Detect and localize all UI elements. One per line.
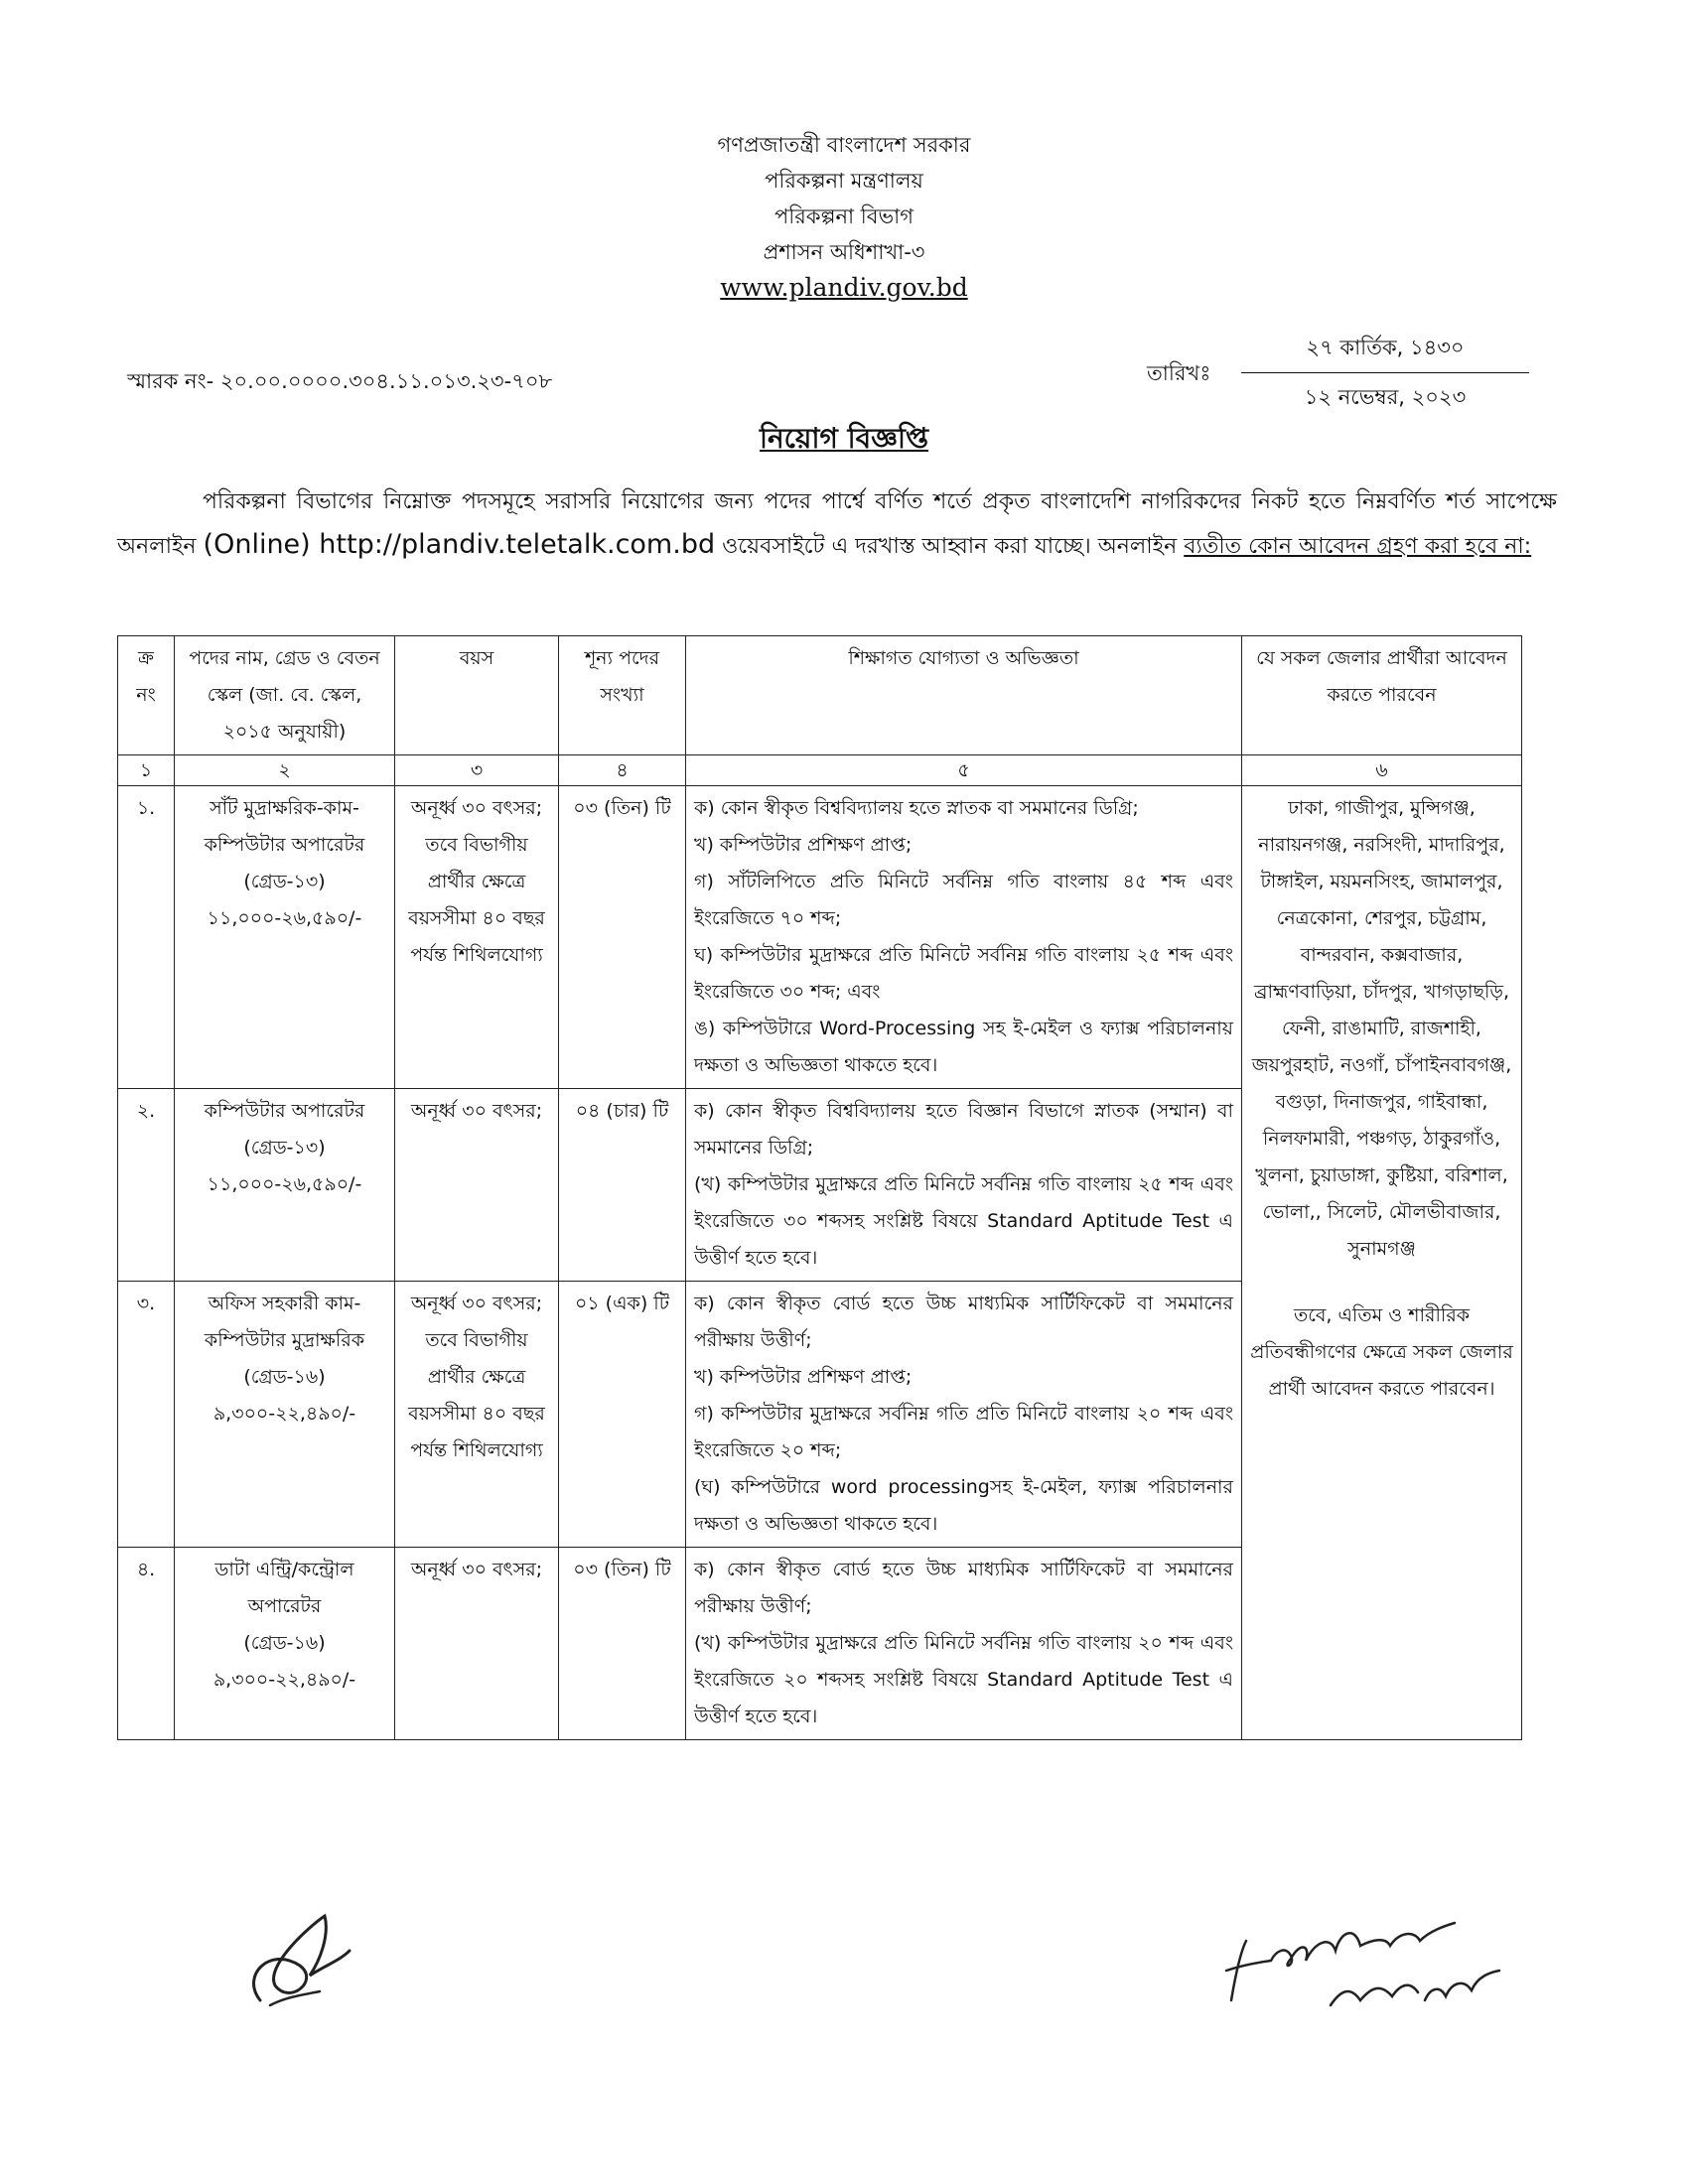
letterhead xyxy=(0,127,1688,306)
memo-number: স্মারক নং- ২০.০০.০০০০.৩০৪.১১.০১৩.২৩-৭০৮ xyxy=(127,369,553,393)
signature-left-icon xyxy=(230,1906,359,2015)
districts-list: ঢাকা, গাজীপুর, মুন্সিগঞ্জ, নারায়নগঞ্জ, নরসিংদী, মাদারিপুর, টাঙ্গাইল, ময়মনসিংহ, জামালপুর, নেত্রকোনা, শেরপুর, চট্টগ্রাম, বান্দরবান, কক্সবাজার, ব্রাহ্মণবাড়িয়া, চাঁদপুর, খাগড়াছড়ি, ফেনী, রাঙামাটি, রাজশাহী, জয়পুরহাট, নওগাঁ, চাঁপাইনবাবগঞ্জ, বগুড়া, দিনাজপুর, গাইবান্ধা, নিলফামারী, পঞ্চগড়, ঠাকুরগাঁও, খুলনা, চুয়াডাঙ্গা, কুষ্টিয়া, বরিশাল, ভোলা,, সিলেট, মৌলভীবাজার, সুনামগঞ্জ xyxy=(1251,797,1512,1260)
online-application-link[interactable]: (Online) http://plandiv.teletalk.com.bd xyxy=(203,529,716,560)
row-vacancy: ০৩ (তিন) টি xyxy=(559,786,686,1089)
table-row xyxy=(118,786,1522,1089)
date-bangla: ২৭ কার্তিক, ১৪৩০ xyxy=(1241,332,1529,373)
post-grade: (গ্রেড-১৩) xyxy=(243,871,326,892)
row-qualification xyxy=(686,1548,1242,1740)
row-post xyxy=(175,786,395,1089)
post-name: অফিস সহকারী কাম-কম্পিউটার মুদ্রাক্ষরিক xyxy=(204,1293,365,1351)
row-vacancy: ০৪ (চার) টি xyxy=(559,1089,686,1282)
qualification-item: ক) কোন স্বীকৃত বিশ্ববিদ্যালয় হতে বিজ্ঞান বিভাগে স্নাতক (সম্মান) বা সমমানের ডিগ্রি; xyxy=(694,1100,1233,1159)
column-number: ২ xyxy=(175,755,395,786)
row-post xyxy=(175,1089,395,1282)
post-name: কম্পিউটার অপারেটর xyxy=(204,1100,365,1122)
column-number: ৪ xyxy=(559,755,686,786)
ministry-name: পরিকল্পনা মন্ত্রণালয় xyxy=(765,169,923,193)
row-qualification xyxy=(686,786,1242,1089)
vacancy-table xyxy=(117,635,1522,1740)
column-number: ৬ xyxy=(1242,755,1522,786)
division-name: পরিকল্পনা বিভাগ xyxy=(774,205,914,228)
table-header-row xyxy=(118,636,1522,755)
row-vacancy: ০১ (এক) টি xyxy=(559,1282,686,1548)
intro-part3: ব্যতীত কোন আবেদন গ্রহণ করা হবে না: xyxy=(1184,534,1532,559)
row-serial: ৩. xyxy=(118,1282,175,1548)
post-name: সাঁট মুদ্রাক্ষরিক-কাম-কম্পিউটার অপারেটর xyxy=(204,797,365,856)
signature-right-icon xyxy=(1221,1901,1519,2020)
qualification-item: ঘ) কম্পিউটার মুদ্রাক্ষরে প্রতি মিনিটে সর্বনিম্ন গতি বাংলায় ২৫ শব্দ এবং ইংরেজিতে ৩০ শব্দ; এবং xyxy=(694,944,1233,1003)
post-grade: (গ্রেড-১৬) xyxy=(243,1366,326,1388)
row-age: অনূর্ধ্ব ৩০ বৎসর; xyxy=(395,1089,559,1282)
post-pay-scale: ৯,৩০০-২২,৪৯০/- xyxy=(212,1403,356,1425)
header-age: বয়স xyxy=(395,636,559,755)
row-age: অনূর্ধ্ব ৩০ বৎসর; তবে বিভাগীয় প্রার্থীর ক্ষেত্রে বয়সসীমা ৪০ বছর পর্যন্ত শিথিলযোগ্য xyxy=(395,1282,559,1548)
column-number-row xyxy=(118,755,1522,786)
header-districts: যে সকল জেলার প্রার্থীরা আবেদন করতে পারবেন xyxy=(1242,636,1522,755)
row-post xyxy=(175,1548,395,1740)
row-serial: ৪. xyxy=(118,1548,175,1740)
row-vacancy: ০৩ (তিন) টি xyxy=(559,1548,686,1740)
row-serial: ২. xyxy=(118,1089,175,1282)
districts-note: তবে, এতিম ও শারীরিক প্রতিবন্ধীগণের ক্ষেত্রে সকল জেলার প্রার্থী আবেদন করতে পারবেন। xyxy=(1250,1304,1513,1400)
branch-name: প্রশাসন অধিশাখা-৩ xyxy=(763,240,925,264)
row-qualification xyxy=(686,1089,1242,1282)
row-age: অনূর্ধ্ব ৩০ বৎসর; তবে বিভাগীয় প্রার্থীর ক্ষেত্রে বয়সসীমা ৪০ বছর পর্যন্ত শিথিলযোগ্য xyxy=(395,786,559,1089)
eligible-districts xyxy=(1242,786,1522,1740)
column-number: ১ xyxy=(118,755,175,786)
page-title xyxy=(0,417,1688,464)
column-number: ৩ xyxy=(395,755,559,786)
qualification-item: গ) সাঁটলিপিতে প্রতি মিনিটে সর্বনিম্ন গতি বাংলায় ৪৫ শব্দ এবং ইংরেজিতে ৭০ শব্দ; xyxy=(694,871,1233,929)
header-serial: ক্র নং xyxy=(118,636,175,755)
qualification-item: ক) কোন স্বীকৃত বিশ্ববিদ্যালয় হতে স্নাতক বা সমমানের ডিগ্রি; xyxy=(694,797,1139,819)
row-serial: ১. xyxy=(118,786,175,1089)
intro-part1: পরিকল্পনা বিভাগের নিম্নোক্ত পদসমূহে সরাসরি নিয়োগের জন্য পদের পার্শ্বে বর্ণিত শর্তে প্রকৃত বাংলাদেশি নাগরিকদের নিকট হতে নিম্নবর্ণিত শর্ত সাপেক্ষে অনলাইন xyxy=(117,489,1557,559)
row-qualification xyxy=(686,1282,1242,1548)
qualification-item: খ) কম্পিউটার প্রশিক্ষণ প্রাপ্ত; xyxy=(694,834,913,856)
govt-name: গণপ্রজাতন্ত্রী বাংলাদেশ সরকার xyxy=(717,133,971,157)
post-pay-scale: ১১,০০০-২৬,৫৯০/- xyxy=(207,907,362,929)
row-post xyxy=(175,1282,395,1548)
intro-part2: ওয়েবসাইটে এ দরখাস্ত আহ্বান করা যাচ্ছে। অনলাইন xyxy=(722,534,1178,559)
post-grade: (গ্রেড-১৬) xyxy=(243,1632,326,1654)
qualification-item: খ) কম্পিউটার প্রশিক্ষণ প্রাপ্ত; xyxy=(694,1366,913,1388)
row-age: অনূর্ধ্ব ৩০ বৎসর; xyxy=(395,1548,559,1740)
qualification-item: ঙ) কম্পিউটারে Word-Processing সহ ই-মেইল ও ফ্যাক্স পরিচালনায় দক্ষতা ও অভিজ্ঞতা থাকতে হবে। xyxy=(694,1018,1233,1076)
header-vacancy: শূন্য পদের সংখ্যা xyxy=(559,636,686,755)
qualification-item: ক) কোন স্বীকৃত বোর্ড হতে উচ্চ মাধ্যমিক সার্টিফিকেট বা সমমানের পরীক্ষায় উত্তীর্ণ; xyxy=(694,1559,1233,1617)
header-post: পদের নাম, গ্রেড ও বেতন স্কেল (জা. বে. স্কেল, ২০১৫ অনুযায়ী) xyxy=(175,636,395,755)
date-block xyxy=(1241,332,1529,416)
post-name: ডাটা এন্ট্রি/কন্ট্রোল অপারেটর xyxy=(214,1559,354,1617)
date-english: ১২ নভেম্বর, ২০২৩ xyxy=(1304,385,1467,409)
qualification-item: গ) কম্পিউটার মুদ্রাক্ষরে সর্বনিম্ন গতি প্রতি মিনিটে বাংলায় ২০ শব্দ এবং ইংরেজিতে ২০ শব্দ; xyxy=(694,1403,1233,1461)
column-number: ৫ xyxy=(686,755,1242,786)
qualification-item: ক) কোন স্বীকৃত বোর্ড হতে উচ্চ মাধ্যমিক সার্টিফিকেট বা সমমানের পরীক্ষায় উত্তীর্ণ; xyxy=(694,1293,1233,1351)
post-pay-scale: ১১,০০০-২৬,৫৯০/- xyxy=(207,1173,362,1195)
post-pay-scale: ৯,৩০০-২২,৪৯০/- xyxy=(212,1669,356,1691)
qualification-item: (খ) কম্পিউটার মুদ্রাক্ষরে প্রতি মিনিটে সর্বনিম্ন গতি বাংলায় ২০ শব্দ এবং ইংরেজিতে ২০ শব্দসহ সংশ্লিষ্ট বিষয়ে Standard Aptitude Test এ উত্তীর্ণ হতে হবে। xyxy=(694,1632,1233,1727)
intro-paragraph xyxy=(117,480,1557,568)
website-link[interactable]: www.plandiv.gov.bd xyxy=(720,273,968,302)
post-grade: (গ্রেড-১৩) xyxy=(243,1137,326,1159)
header-qualification: শিক্ষাগত যোগ্যতা ও অভিজ্ঞতা xyxy=(686,636,1242,755)
qualification-item: (ঘ) কম্পিউটারে word processingসহ ই-মেইল, ফ্যাক্স পরিচালনার দক্ষতা ও অভিজ্ঞতা থাকতে হবে। xyxy=(694,1476,1233,1535)
page-title-text: নিয়োগ বিজ্ঞপ্তি xyxy=(759,422,929,455)
date-label: তারিখঃ xyxy=(1147,361,1211,385)
qualification-item: (খ) কম্পিউটার মুদ্রাক্ষরে প্রতি মিনিটে সর্বনিম্ন গতি বাংলায় ২৫ শব্দ এবং ইংরেজিতে ৩০ শব্দসহ সংশ্লিষ্ট বিষয়ে Standard Aptitude Test এ উত্তীর্ণ হতে হবে। xyxy=(694,1173,1233,1269)
